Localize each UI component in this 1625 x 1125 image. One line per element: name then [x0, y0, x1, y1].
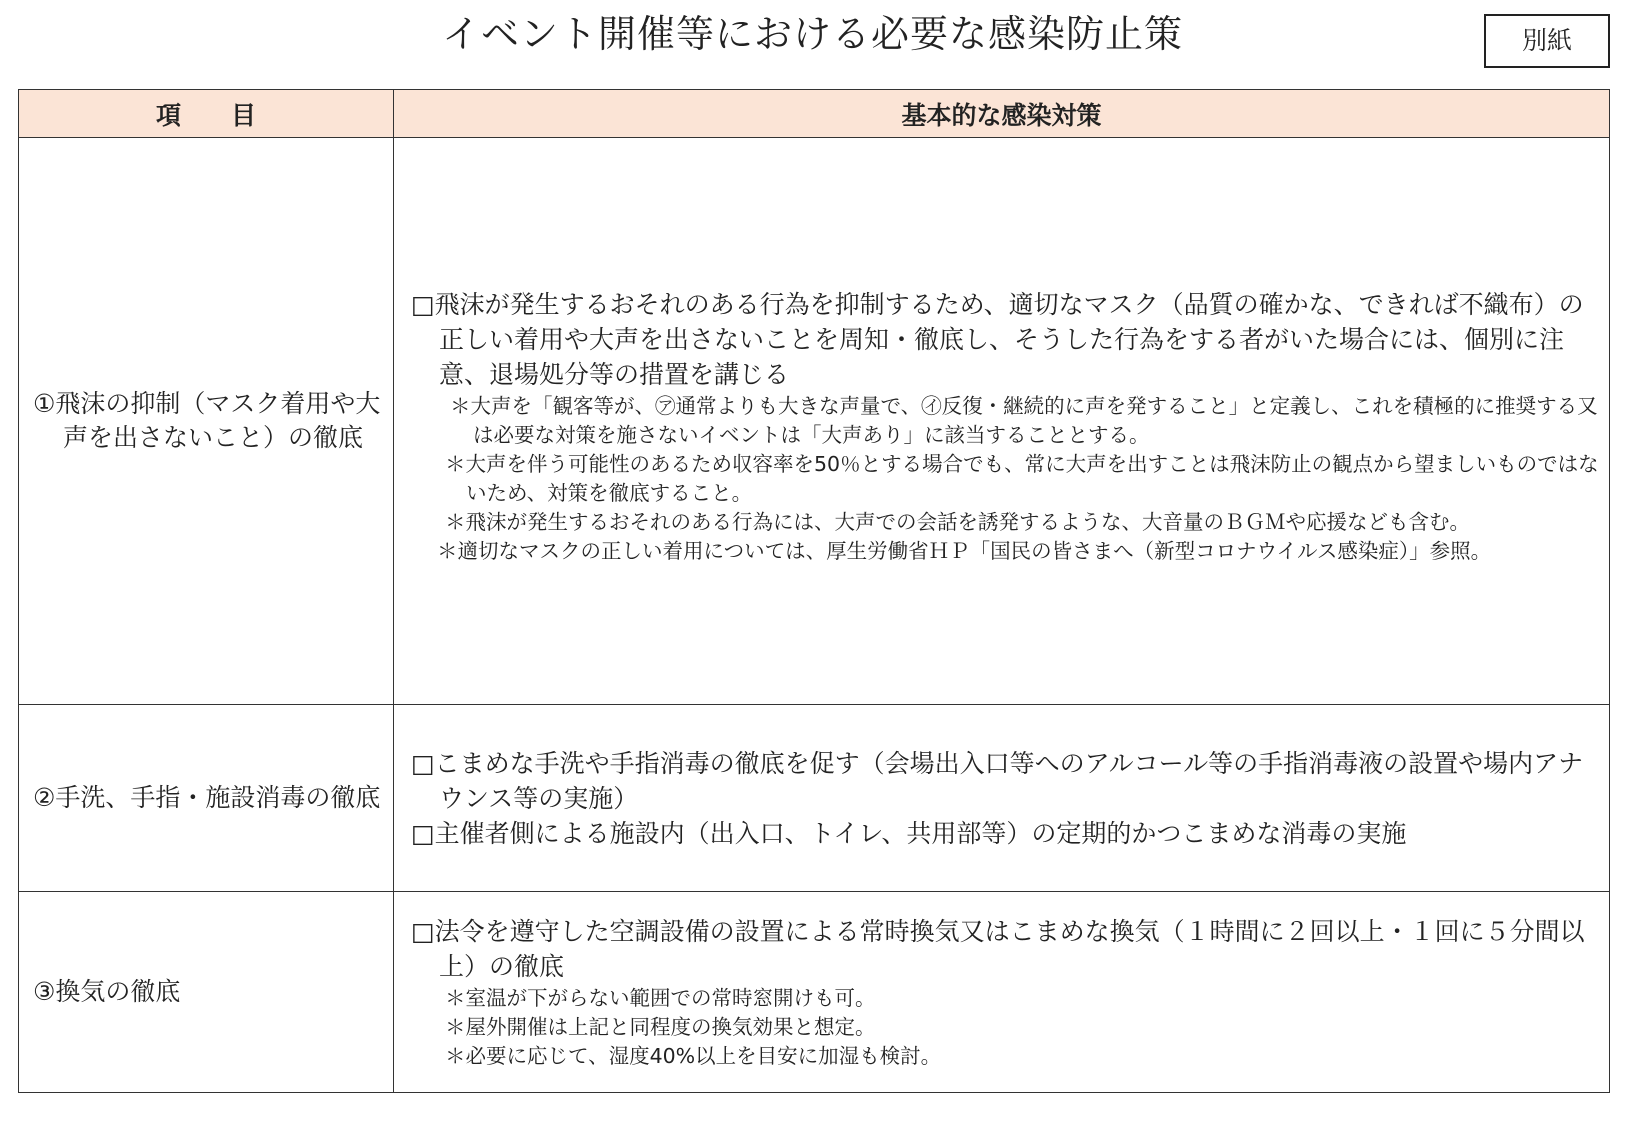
- note-item: ＊室温が下がらない範囲での常時窓開けも可。: [445, 985, 876, 1010]
- attachment-label: 別紙: [1484, 14, 1610, 68]
- measure-cell: [394, 892, 1610, 1093]
- item-cell: [19, 705, 394, 892]
- measure-item: □法令を遵守した空調設備の設置による常時換気又はこまめな換気（１時間に２回以上・１回に５分間以上）の徹底: [411, 916, 1585, 981]
- table-row: [19, 138, 1610, 705]
- measure-item: □飛沫が発生するおそれのある行為を抑制するため、適切なマスク（品質の確かな、できれば不織布）の正しい着用や大声を出さないことを周知・徹底し、そうした行為をする者がいた場合には、個別に注意、退場処分等の措置を講じる: [411, 289, 1584, 389]
- measure-item: □こまめな手洗や手指消毒の徹底を促す（会場出入口等へのアルコール等の手指消毒液の設置や場内アナウンス等の実施）: [411, 748, 1584, 813]
- note-item: ＊大声を「観客等が、㋐通常よりも大きな声量で、㋑反復・継続的に声を発すること」と定義し、これを積極的に推奨する又は必要な対策を施さないイベントは「大声あり」に該当することとする。: [450, 393, 1598, 447]
- note-item: ＊飛沫が発生するおそれのある行為には、大声での会話を誘発するような、大音量のＢＧＭや応援なども含む。: [445, 509, 1470, 534]
- measures-table: [18, 89, 1610, 1093]
- item-label: ①飛沫の抑制（マスク着用や大声を出さないこと）の徹底: [33, 389, 381, 452]
- table-header-row: [19, 90, 1610, 138]
- item-cell: [19, 892, 394, 1093]
- page-title: イベント開催等における必要な感染防止策: [441, 12, 1183, 56]
- note-item: ＊大声を伴う可能性のあるため収容率を50％とする場合でも、常に大声を出すことは飛沫防止の観点から望ましいものではないため、対策を徹底すること。: [445, 451, 1599, 505]
- measure-cell: [394, 138, 1610, 705]
- item-label: ③換気の徹底: [33, 977, 181, 1006]
- measure-cell: [394, 705, 1610, 892]
- table-row: [19, 892, 1610, 1093]
- note-item: ＊適切なマスクの正しい着用については、厚生労働省ＨＰ「国民の皆さまへ（新型コロナウイルス感染症）」参照。: [437, 538, 1492, 563]
- note-item: ＊屋外開催は上記と同程度の換気効果と想定。: [445, 1014, 876, 1039]
- item-label: ②手洗、手指・施設消毒の徹底: [33, 783, 381, 812]
- table-row: [19, 705, 1610, 892]
- measure-item: □主催者側による施設内（出入口、トイレ、共用部等）の定期的かつこまめな消毒の実施: [411, 818, 1407, 848]
- item-cell: [19, 138, 394, 705]
- note-item: ＊必要に応じて、湿度40%以上を目安に加湿も検討。: [445, 1043, 942, 1068]
- header-measure: 基本的な感染対策: [394, 90, 1610, 138]
- header-item: 項 目: [19, 90, 394, 138]
